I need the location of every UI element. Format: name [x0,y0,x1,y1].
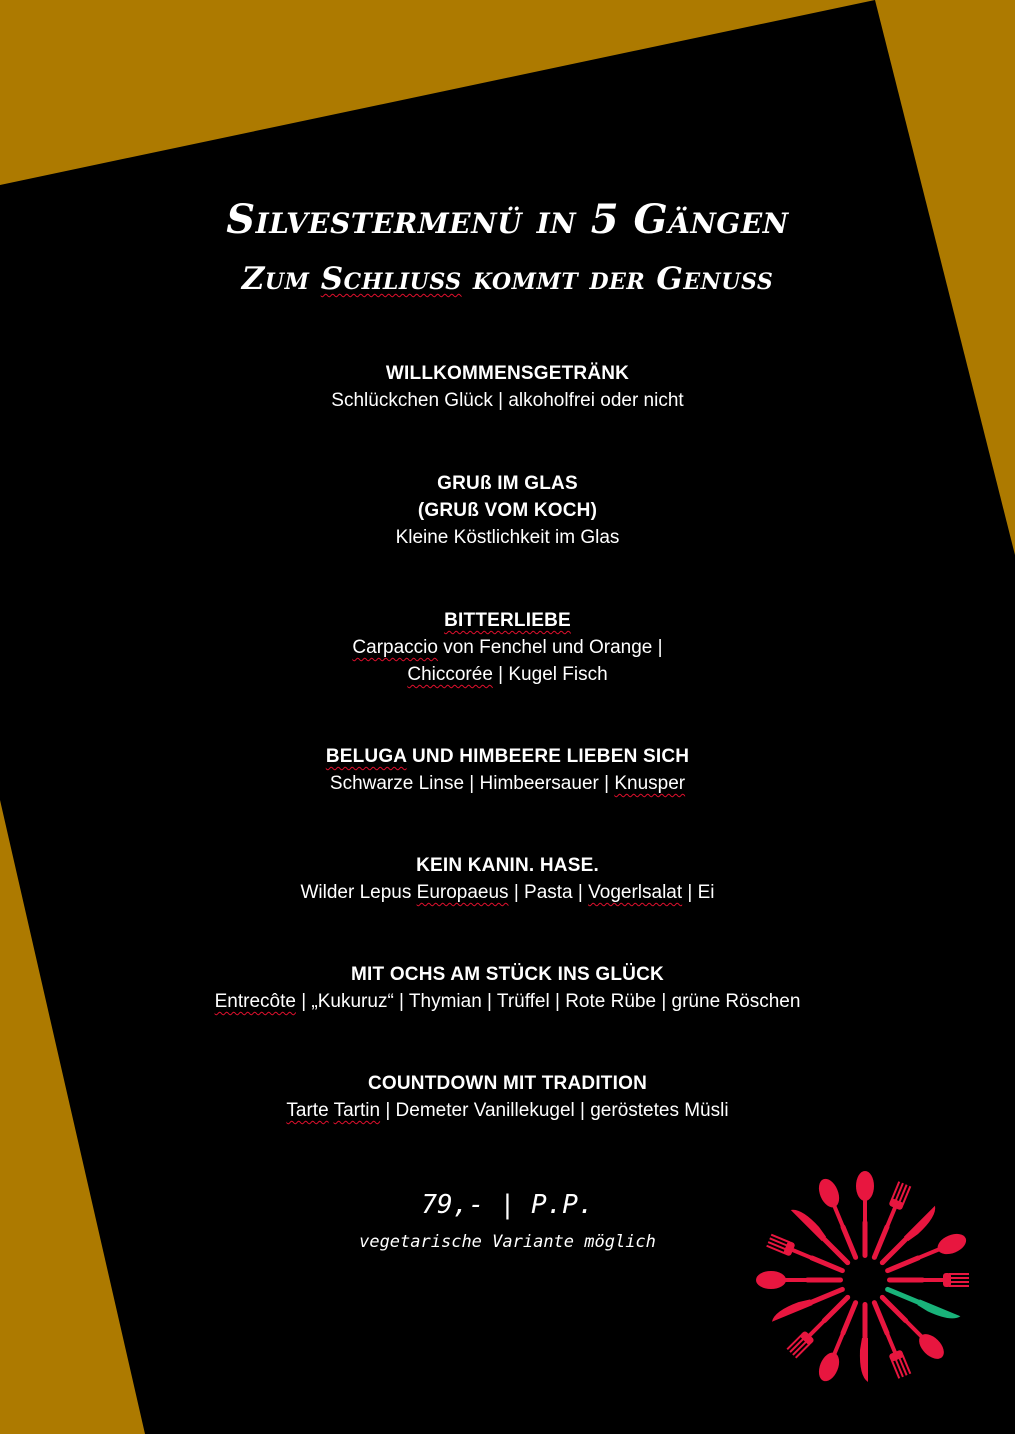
desc-text: von Fenchel und Orange | [437,637,663,658]
course-description-line2 [0,661,1015,688]
desc-word: Carpaccio [352,637,438,658]
price: 79,- | P.P. [421,1190,594,1220]
course-description [0,988,1015,1015]
course-description-line1 [0,634,1015,661]
desc-text: | Pasta | [508,882,589,903]
spoon-icon [882,1230,969,1280]
spoon-icon [815,1297,865,1384]
menu-title: Silvestermenü in 5 Gängen [226,196,789,243]
course-description: Schlückchen Glück | alkoholfrei oder nicht [331,390,684,411]
course-beluga [0,743,1015,797]
course-description [0,770,1015,797]
course-name: COUNTDOWN MIT TRADITION [367,1073,647,1094]
fork-icon [867,1181,911,1262]
desc-text: Wilder Lepus [300,882,417,903]
subtitle-part1: Zum [241,261,321,297]
desc-text: | Kugel Fisch [492,664,608,685]
desc-text: | „Kukuruz“ | Thymian | Trüffel | Rote Rübe | grüne Röschen [295,991,801,1012]
course-name-sub: (GRUß VOM KOCH) [417,500,598,521]
course-name: GRUß IM GLAS [437,473,578,494]
desc-word: Vogerlsalat [588,882,683,903]
course-ochs [0,961,1015,1015]
course-name [0,607,1015,634]
fork-icon [887,1273,969,1287]
course-bitterliebe [0,607,1015,688]
knife-icon [878,1206,940,1268]
course-description: Kleine Köstlichkeit im Glas [395,527,620,548]
desc-word: Tartin [333,1100,381,1121]
knife-icon [791,1204,853,1266]
course-name: KEIN KANIN. HASE. [416,855,599,876]
knife-icon [769,1284,846,1322]
course-hase [0,852,1015,906]
desc-text: Schwarze Linse | Himbeersauer | [329,773,615,794]
course-countdown [0,1070,1015,1124]
desc-word: Europaeus [416,882,509,903]
desc-word: Entrecôte [214,991,296,1012]
course-name [0,743,1015,770]
subtitle-part2: kommt der Genuss [461,261,774,297]
vegetarian-note: vegetarische Variante möglich [359,1232,656,1252]
course-description [0,1097,1015,1124]
spoon-icon [856,1171,874,1258]
course-greeting [0,470,1015,551]
fork-icon [766,1234,847,1278]
menu-subtitle [0,261,1015,297]
spoon-icon [756,1271,843,1289]
course-name: WILLKOMMENSGETRÄNK [385,363,630,384]
cutlery-wreath-icon [755,1170,985,1390]
desc-text: | Demeter Vanillekugel | geröstetes Müsli [380,1100,729,1121]
name-word: BELUGA [325,746,407,767]
subtitle-word: Schliuss [320,261,462,297]
desc-text: | Ei [682,882,715,903]
name-text: UND HIMBEERE LIEBEN SICH [406,746,690,767]
desc-word: Knusper [614,773,686,794]
knife-icon [860,1302,868,1382]
knife-icon [883,1286,960,1324]
course-description [0,879,1015,906]
desc-word: Tarte [286,1100,329,1121]
course-welcome-drink [0,360,1015,414]
fork-icon [867,1298,911,1379]
course-name-text: BITTERLIEBE [444,610,571,631]
desc-word: Chiccorée [407,664,493,685]
course-name: MIT OCHS AM STÜCK INS GLÜCK [351,964,664,985]
